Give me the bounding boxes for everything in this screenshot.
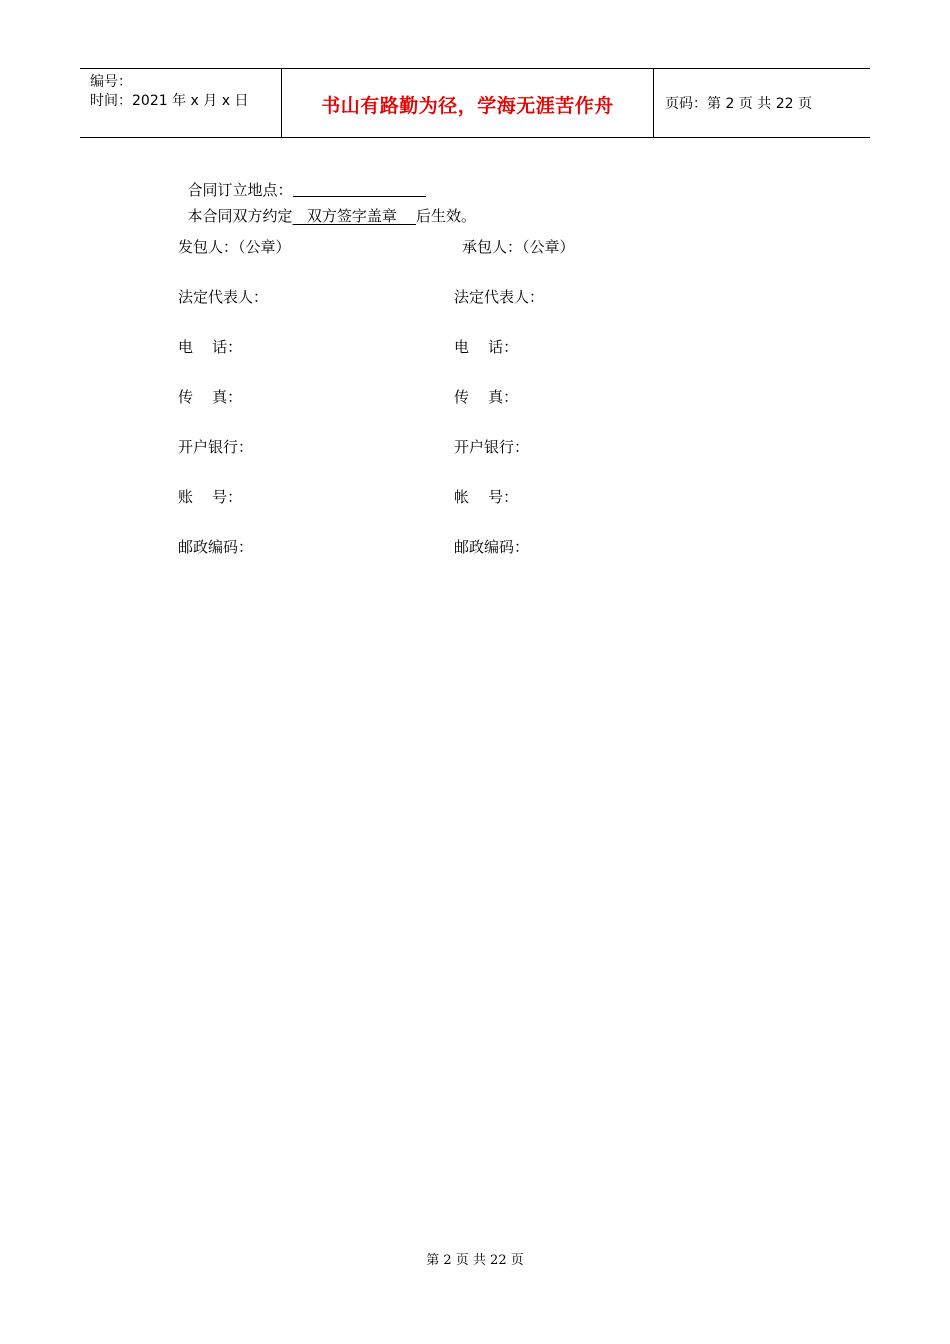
contract-effect-prefix: 本合同双方约定	[187, 207, 293, 225]
header-meta-cell	[80, 69, 282, 137]
contract-effect-value: 双方签字盖章	[292, 207, 416, 225]
right-fax-label: 传 真：	[454, 388, 519, 406]
contract-effect-line	[178, 187, 476, 226]
right-phone-label: 电 话：	[454, 338, 519, 356]
left-party-title: 发包人：（公章）	[178, 238, 291, 256]
document-number-label: 编号：	[90, 74, 132, 90]
right-bank-label: 开户银行：	[454, 438, 530, 456]
page-footer: 第 2 页 共 22 页	[426, 1253, 524, 1268]
right-representative-label: 法定代表人：	[454, 288, 545, 306]
left-phone-label: 电 话：	[178, 338, 243, 356]
header-motto-cell	[282, 69, 654, 137]
left-bank-label: 开户银行：	[178, 438, 254, 456]
right-party-title: 承包人：（公章）	[462, 238, 575, 256]
header-page-info: 页码：第 2 页 共 22 页	[665, 96, 812, 112]
left-fax-label: 传 真：	[178, 388, 243, 406]
left-representative-label: 法定代表人：	[178, 288, 269, 306]
header-page-cell	[655, 69, 870, 137]
document-header	[80, 68, 870, 138]
contract-effect-suffix: 后生效。	[415, 207, 476, 225]
header-motto: 书山有路勤为径，学海无涯苦作舟	[321, 95, 614, 117]
right-account-label: 帐 号：	[454, 488, 519, 506]
left-account-label: 账 号：	[178, 488, 243, 506]
contract-place-label: 合同订立地点：	[187, 181, 293, 199]
right-postcode-label: 邮政编码：	[454, 538, 530, 556]
document-time-label: 时间：2021 年 x 月 x 日	[90, 93, 249, 109]
left-postcode-label: 邮政编码：	[178, 538, 254, 556]
